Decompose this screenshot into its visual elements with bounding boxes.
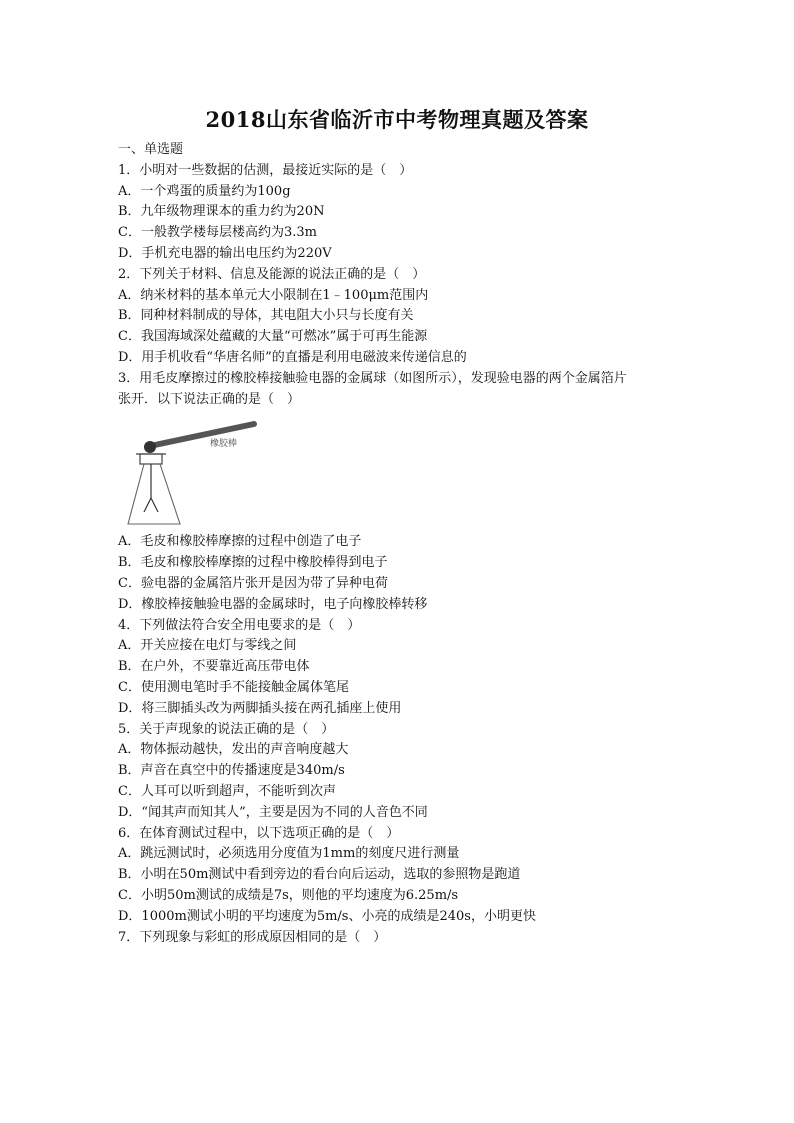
question-2-option-b: B．同种材料制成的导体，其电阻大小只与长度有关 <box>118 308 414 324</box>
question-3-option-c: C．验电器的金属箔片张开是因为带了异种电荷 <box>118 575 388 591</box>
question-4-stem: 4．下列做法符合安全用电要求的是（ ） <box>118 617 361 633</box>
question-1-option-c: C．一般教学楼每层楼高约为3.3m <box>118 225 317 241</box>
electroscope-stopper <box>140 454 162 464</box>
question-2-option-d: D．用手机收看“华唐名师”的直播是利用电磁波来传递信息的 <box>118 349 467 365</box>
section-heading: 一、单选题 <box>118 142 184 157</box>
question-5-stem: 5．关于声现象的说法正确的是（ ） <box>118 721 335 737</box>
question-6-option-b: B．小明在50m测试中看到旁边的看台向后运动，选取的参照物是跑道 <box>118 867 521 883</box>
question-2-stem: 2．下列关于材料、信息及能源的说法正确的是（ ） <box>118 266 426 282</box>
question-list <box>118 140 698 948</box>
electroscope-figure <box>122 416 272 528</box>
question-3-option-a: A．毛皮和橡胶棒摩擦的过程中创造了电子 <box>118 534 362 550</box>
question-3-option-b: B．毛皮和橡胶棒摩擦的过程中橡胶棒得到电子 <box>118 555 388 571</box>
question-7-stem: 7．下列现象与彩虹的形成原因相同的是（ ） <box>118 929 387 945</box>
question-1-stem: 1．小明对一些数据的估测，最接近实际的是（ ） <box>118 162 413 178</box>
metal-ball <box>144 441 156 453</box>
question-4-option-b: B．在户外，不要靠近高压带电体 <box>118 659 310 675</box>
question-1-option-d: D．手机充电器的输出电压约为220V <box>118 245 332 261</box>
question-3-stem-line-1: 3．用毛皮摩擦过的橡胶棒接触验电器的金属球（如图所示），发现验电器的两个金属箔片 <box>118 370 627 386</box>
rubber-rod-label: 橡胶棒 <box>210 439 238 450</box>
question-2-option-c: C．我国海域深处蕴藏的大量“可燃冰”属于可再生能源 <box>118 329 428 345</box>
question-5-option-c: C．人耳可以听到超声，不能听到次声 <box>118 783 336 799</box>
question-1-option-b: B．九年级物理课本的重力约为20N <box>118 204 325 220</box>
electroscope-illustration <box>122 416 272 528</box>
question-1-option-a: A．一个鸡蛋的质量约为100g <box>118 183 291 199</box>
rubber-rod <box>150 424 254 446</box>
question-5-option-d: D．“闻其声而知其人”，主要是因为不同的人音色不同 <box>118 804 428 820</box>
question-6-option-c: C．小明50m测试的成绩是7s，则他的平均速度为6.25m/s <box>118 887 459 903</box>
metal-foil-left <box>144 498 151 512</box>
question-2-option-a: A．纳米材料的基本单元大小限制在1﹣100μm范围内 <box>118 287 429 303</box>
page-title: 2018山东省临沂市中考物理真题及答案 <box>205 107 589 132</box>
question-6-stem: 6．在体育测试过程中，以下选项正确的是（ ） <box>118 825 400 841</box>
question-5-option-a: A．物体振动越快，发出的声音响度越大 <box>118 742 349 758</box>
question-4-option-c: C．使用测电笔时手不能接触金属体笔尾 <box>118 679 349 695</box>
question-4-option-a: A．开关应接在电灯与零线之间 <box>118 638 297 654</box>
question-3-option-d: D．橡胶棒接触验电器的金属球时，电子向橡胶棒转移 <box>118 596 428 612</box>
question-3-stem-line-2: 张开．以下说法正确的是（ ） <box>118 391 301 407</box>
question-6-option-a: A．跳远测试时，必须选用分度值为1mm的刻度尺进行测量 <box>118 846 460 862</box>
question-4-option-d: D．将三脚插头改为两脚插头接在两孔插座上使用 <box>118 700 402 716</box>
question-5-option-b: B．声音在真空中的传播速度是340m/s <box>118 763 345 779</box>
electroscope-flask <box>128 464 180 524</box>
question-6-option-d: D．1000m测试小明的平均速度为5m/s、小亮的成绩是240s，小明更快 <box>118 908 536 924</box>
metal-foil-right <box>151 498 158 512</box>
